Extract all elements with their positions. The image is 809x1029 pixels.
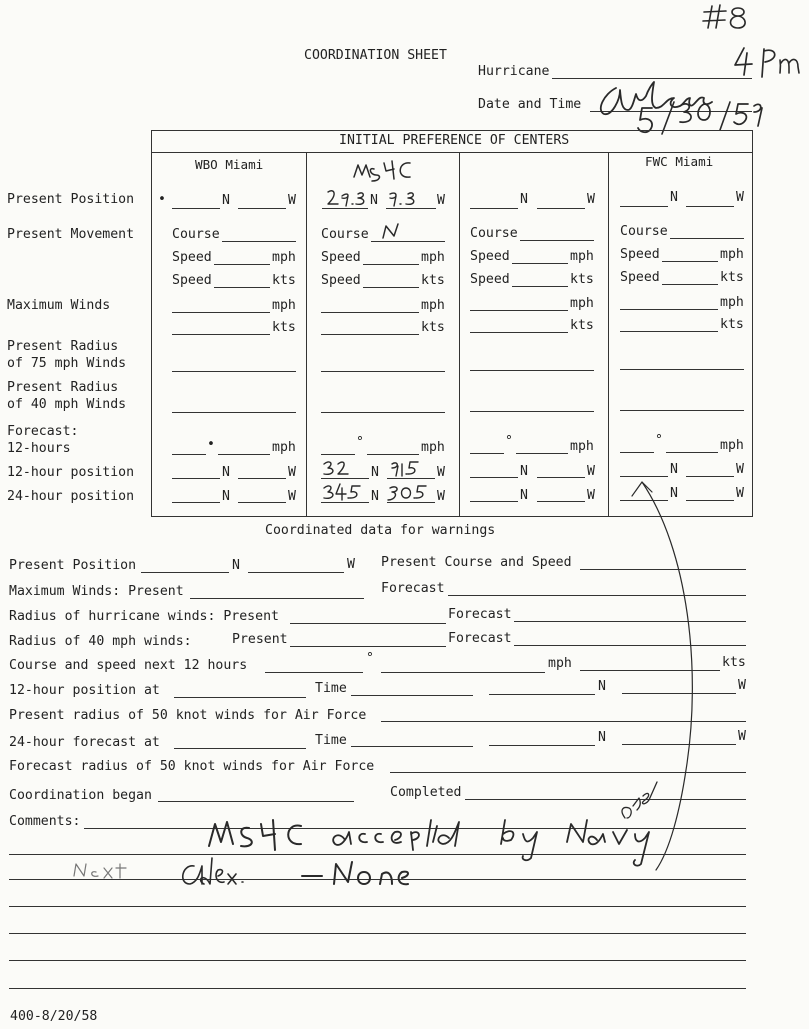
col2-speed-label: Speed	[321, 250, 361, 265]
col2-speed-mph-field[interactable]	[363, 264, 419, 265]
row-label-radius40-line1: Present Radius	[7, 380, 119, 395]
col1-pos24-n: N	[222, 489, 230, 504]
coord-present-lat-field[interactable]	[141, 572, 229, 573]
col1-kts-unit: kts	[272, 273, 296, 288]
coord-pos12-time-field[interactable]	[351, 695, 473, 696]
comments-line-1[interactable]	[84, 828, 746, 829]
col4-fc-mph: mph	[720, 438, 744, 453]
row-label-12-hour-position: 12-hour position	[7, 465, 135, 480]
col3-speed-mph-field[interactable]	[512, 263, 568, 264]
col3-present-n: N	[520, 192, 528, 207]
coord-max-winds-forecast-field[interactable]	[448, 595, 746, 596]
coord-present-lon-field[interactable]	[248, 572, 344, 573]
col4-radius75-field[interactable]	[620, 369, 744, 370]
col4-radius40-field[interactable]	[620, 410, 744, 411]
coord-course-12-field[interactable]	[265, 672, 363, 673]
col3-pos12-lat-field[interactable]	[470, 477, 518, 478]
coord-pos12-lat-field[interactable]	[489, 694, 595, 695]
col4-speed-label-2: Speed	[620, 270, 660, 285]
col4-maxwind-kts: kts	[720, 317, 744, 332]
table-col-divider-2	[459, 152, 460, 517]
col3-pos24-lat-field[interactable]	[470, 501, 518, 502]
table-top-border	[151, 130, 753, 131]
col2-present-lon-field[interactable]	[386, 208, 436, 209]
coord-speed-12-kts-field[interactable]	[580, 670, 720, 671]
coord-completed-label: Completed	[390, 785, 462, 800]
col1-maxwind-kts-field[interactable]	[172, 334, 270, 335]
col3-pos12-lon-field[interactable]	[537, 477, 585, 478]
col3-fc-deg: °	[505, 434, 513, 449]
col4-kts-unit: kts	[720, 270, 744, 285]
col2-course-field[interactable]	[371, 241, 445, 242]
table-col-divider-1	[306, 152, 307, 517]
col1-radius75-field[interactable]	[172, 371, 296, 372]
comments-line-4[interactable]	[9, 906, 746, 907]
col2-kts-unit: kts	[421, 273, 445, 288]
hurricane-label: Hurricane	[478, 64, 550, 79]
coord-forecast24-n: N	[598, 730, 606, 745]
col3-course-field[interactable]	[520, 240, 594, 241]
coord-radius-hurricane-field[interactable]	[290, 623, 446, 624]
coord-radius-40-present-label: Present	[232, 632, 288, 647]
col3-mph-unit: mph	[570, 249, 594, 264]
col4-pos12-w: W	[736, 462, 744, 477]
coord-present-w: W	[347, 557, 355, 572]
coord-forecast-radius50-label: Forecast radius of 50 knot winds for Air Force	[9, 759, 375, 774]
col4-present-lat-field[interactable]	[620, 206, 668, 207]
coord-radius-40-forecast-field[interactable]	[514, 645, 746, 646]
col4-pos24-n: N	[670, 486, 678, 501]
col2-mph-unit: mph	[421, 250, 445, 265]
handwritten-pos24-values	[322, 480, 447, 504]
col3-pos12-w: W	[587, 464, 595, 479]
col3-maxwind-mph-field[interactable]	[470, 310, 568, 311]
col4-present-n: N	[670, 190, 678, 205]
col3-radius40-field[interactable]	[470, 411, 594, 412]
coord-pos12-n: N	[598, 679, 606, 694]
coord-speed-12-mph: mph	[548, 656, 572, 671]
coord-forecast24-at-field[interactable]	[174, 748, 306, 749]
col1-present-w: W	[288, 193, 296, 208]
coord-max-winds-label: Maximum Winds: Present	[9, 584, 184, 599]
col1-maxwind-mph: mph	[272, 298, 296, 313]
coord-forecast24-time-field[interactable]	[351, 746, 473, 747]
date-time-label: Date and Time	[478, 97, 582, 112]
col4-mph-unit: mph	[720, 247, 744, 262]
col1-pos24-lat-field[interactable]	[172, 502, 220, 503]
coord-radius50-present-label: Present radius of 50 knot winds for Air Force	[9, 708, 367, 723]
comments-line-5[interactable]	[9, 933, 746, 934]
col3-fc-speed-field[interactable]	[516, 453, 568, 454]
coord-forecast24-lat-field[interactable]	[489, 745, 595, 746]
col4-present-w: W	[736, 190, 744, 205]
form-number: 400-8/20/58	[10, 1009, 98, 1024]
comments-line-3[interactable]	[9, 879, 746, 880]
col-header-fwc-miami: FWC Miami	[645, 154, 714, 169]
row-label-maximum-winds: Maximum Winds	[7, 298, 111, 313]
coord-pos12-lon-field[interactable]	[622, 693, 736, 694]
col2-pos24-w: W	[437, 489, 445, 504]
table-col-divider-3	[608, 152, 609, 517]
comments-line-6[interactable]	[9, 960, 746, 961]
hurricane-line	[552, 78, 752, 79]
coord-began-label: Coordination began	[9, 788, 152, 803]
col4-maxwind-mph: mph	[720, 295, 744, 310]
coord-radius-hurricane-forecast-field[interactable]	[514, 621, 746, 622]
col2-fc-deg: °	[356, 435, 364, 450]
coord-speed-12-kts: kts	[722, 655, 746, 670]
coord-began-field[interactable]	[158, 801, 354, 802]
col4-course-field[interactable]	[670, 238, 744, 239]
col2-present-w: W	[437, 193, 445, 208]
col3-pos24-lon-field[interactable]	[537, 501, 585, 502]
col4-speed-mph-field[interactable]	[662, 261, 718, 262]
coord-present-n: N	[232, 558, 240, 573]
col2-speed-label-2: Speed	[321, 273, 361, 288]
col1-course-field[interactable]	[222, 241, 296, 242]
col2-pos12-lon-field[interactable]	[387, 478, 435, 479]
col2-fc-dir-field[interactable]	[321, 454, 355, 455]
col1-pos24-lon-field[interactable]	[238, 502, 286, 503]
col1-course-label: Course	[172, 227, 220, 242]
col4-pos12-lon-field[interactable]	[686, 476, 734, 477]
col2-radius40-field[interactable]	[321, 412, 445, 413]
col2-maxwind-kts-field[interactable]	[321, 334, 419, 335]
row-label-present-position: Present Position	[7, 192, 135, 207]
table-left-border	[151, 130, 152, 517]
col1-mph-unit: mph	[272, 250, 296, 265]
col2-pos24-lon-field[interactable]	[387, 502, 435, 503]
col1-speed-label-2: Speed	[172, 273, 212, 288]
coord-forecast24-time-label: Time	[315, 733, 347, 748]
col2-maxwind-mph-field[interactable]	[321, 312, 419, 313]
handwritten-pos12-values	[322, 456, 447, 480]
col2-fc-speed-field[interactable]	[367, 454, 419, 455]
row-label-24-hour-position: 24-hour position	[7, 489, 135, 504]
handwritten-time-note	[732, 45, 807, 80]
row-label-forecast: Forecast:	[7, 424, 79, 439]
col4-course-label: Course	[620, 224, 668, 239]
row-label-radius75-line2: of 75 mph Winds	[7, 356, 127, 371]
col2-pos12-w: W	[437, 465, 445, 480]
coord-max-winds-field[interactable]	[190, 598, 364, 599]
col2-pos12-n: N	[371, 465, 379, 480]
col4-maxwind-kts-field[interactable]	[620, 331, 718, 332]
col2-maxwind-kts: kts	[421, 320, 445, 335]
coord-pos12-at-field[interactable]	[174, 697, 306, 698]
col3-speed-label-2: Speed	[470, 272, 510, 287]
col4-fc-speed-field[interactable]	[666, 452, 718, 453]
col3-maxwind-kts-field[interactable]	[470, 332, 568, 333]
handwritten-msyc-header	[352, 155, 432, 183]
coord-radius-hurricane-forecast-label: Forecast	[448, 607, 512, 622]
handwritten-arrow-curve	[600, 470, 720, 890]
col1-present-n: N	[222, 193, 230, 208]
col1-radius40-field[interactable]	[172, 412, 296, 413]
col1-maxwind-kts: kts	[272, 320, 296, 335]
coord-present-position-label: Present Position	[9, 558, 137, 573]
row-label-radius40-line2: of 40 mph Winds	[7, 397, 127, 412]
table-right-border	[752, 130, 753, 517]
col4-pos24-lon-field[interactable]	[686, 500, 734, 501]
coord-radius50-present-field[interactable]	[381, 721, 746, 722]
col3-fc-dir-field[interactable]	[470, 453, 504, 454]
coord-radius-hurricane-label: Radius of hurricane winds: Present	[9, 609, 279, 624]
col1-maxwind-mph-field[interactable]	[172, 312, 270, 313]
col1-fc-dot: •	[207, 437, 215, 452]
col3-course-label: Course	[470, 226, 518, 241]
col3-maxwind-mph: mph	[570, 296, 594, 311]
coord-pos12-label: 12-hour position at	[9, 683, 160, 698]
col2-maxwind-mph: mph	[421, 298, 445, 313]
coord-present-course-speed-field[interactable]	[580, 569, 746, 570]
col2-radius75-field[interactable]	[321, 371, 445, 372]
col3-maxwind-kts: kts	[570, 318, 594, 333]
coord-course-12-deg: °	[366, 651, 374, 666]
col1-speed-kts-field[interactable]	[214, 287, 270, 288]
col1-pos12-n: N	[222, 465, 230, 480]
handwritten-course-n	[380, 222, 410, 242]
col3-pos24-w: W	[587, 488, 595, 503]
coord-completed-field[interactable]	[465, 799, 746, 800]
col4-pos12-lat-field[interactable]	[620, 476, 668, 477]
col4-speed-kts-field[interactable]	[662, 284, 718, 285]
row-label-present-movement: Present Movement	[7, 227, 135, 242]
coordinated-heading: Coordinated data for warnings	[265, 523, 496, 538]
col2-fc-mph: mph	[421, 440, 445, 455]
col1-pos12-lon-field[interactable]	[238, 478, 286, 479]
col3-present-w: W	[587, 192, 595, 207]
col3-present-lat-field[interactable]	[470, 208, 518, 209]
col4-fc-deg: °	[655, 433, 663, 448]
col2-pos24-lat-field[interactable]	[321, 502, 369, 503]
row-label-radius75-line1: Present Radius	[7, 339, 119, 354]
handwritten-comment-next-adv-none	[70, 854, 430, 894]
col-header-wbo-miami: WBO Miami	[195, 157, 264, 172]
handwritten-date	[636, 98, 766, 140]
col4-speed-label: Speed	[620, 247, 660, 262]
comments-line-2[interactable]	[9, 854, 746, 855]
col2-course-label: Course	[321, 227, 369, 242]
table-heading-border	[151, 152, 753, 153]
comments-line-7[interactable]	[9, 988, 746, 989]
col4-maxwind-mph-field[interactable]	[620, 309, 718, 310]
col4-pos24-lat-field[interactable]	[620, 500, 668, 501]
handwritten-comment-msyc-accepted	[205, 812, 665, 882]
col1-pos12-lat-field[interactable]	[172, 478, 220, 479]
col1-fc-dir-field[interactable]	[172, 454, 206, 455]
col2-pos12-lat-field[interactable]	[321, 478, 369, 479]
col2-speed-kts-field[interactable]	[363, 287, 419, 288]
coord-pos12-w: W	[738, 678, 746, 693]
coord-forecast24-w: W	[738, 729, 746, 744]
col3-speed-label: Speed	[470, 249, 510, 264]
handwritten-page-number	[700, 0, 760, 35]
col3-fc-mph: mph	[570, 439, 594, 454]
coord-forecast24-label: 24-hour forecast at	[9, 735, 160, 750]
coord-radius-40-forecast-label: Forecast	[448, 631, 512, 646]
col3-radius75-field[interactable]	[470, 370, 594, 371]
col3-pos24-n: N	[520, 488, 528, 503]
coord-max-winds-forecast-label: Forecast	[381, 581, 445, 596]
handwritten-present-position-values	[324, 186, 444, 210]
col4-present-lon-field[interactable]	[686, 206, 734, 207]
col3-speed-kts-field[interactable]	[512, 286, 568, 287]
coord-present-course-speed-label: Present Course and Speed	[381, 555, 572, 570]
col1-present-lon-field[interactable]	[238, 208, 286, 209]
coord-speed-12-mph-field[interactable]	[381, 672, 545, 673]
date-time-line	[590, 111, 752, 112]
sheet-title: COORDINATION SHEET	[304, 48, 447, 63]
col3-kts-unit: kts	[570, 272, 594, 287]
col1-bullet: •	[158, 192, 166, 207]
coord-forecast-radius50-field[interactable]	[390, 772, 746, 773]
col4-pos24-w: W	[736, 486, 744, 501]
col4-fc-dir-field[interactable]	[620, 452, 654, 453]
table-heading: INITIAL PREFERENCE OF CENTERS	[339, 133, 570, 148]
col1-speed-label: Speed	[172, 250, 212, 265]
coord-radius-40-field[interactable]	[290, 646, 446, 647]
coord-pos12-time-label: Time	[315, 681, 347, 696]
coord-radius-40-label: Radius of 40 mph winds:	[9, 634, 192, 649]
handwritten-and-note	[615, 770, 665, 830]
handwritten-arlene	[594, 80, 714, 120]
col1-fc-mph: mph	[272, 440, 296, 455]
comments-label: Comments:	[9, 814, 81, 829]
col1-fc-speed-field[interactable]	[218, 454, 270, 455]
col2-present-n: N	[370, 193, 378, 208]
col2-pos24-n: N	[371, 489, 379, 504]
col2-present-lat-field[interactable]	[322, 208, 368, 209]
coord-forecast24-lon-field[interactable]	[622, 744, 736, 745]
col3-present-lon-field[interactable]	[537, 208, 585, 209]
coord-course-speed-12-label: Course and speed next 12 hours	[9, 658, 248, 673]
col4-pos12-n: N	[670, 462, 678, 477]
col1-pos24-w: W	[288, 489, 296, 504]
table-bottom-border	[151, 516, 753, 517]
col1-present-lat-field[interactable]	[172, 208, 220, 209]
col3-pos12-n: N	[520, 464, 528, 479]
col1-pos12-w: W	[288, 465, 296, 480]
row-label-12-hours: 12-hours	[7, 441, 71, 456]
col1-speed-mph-field[interactable]	[214, 264, 270, 265]
